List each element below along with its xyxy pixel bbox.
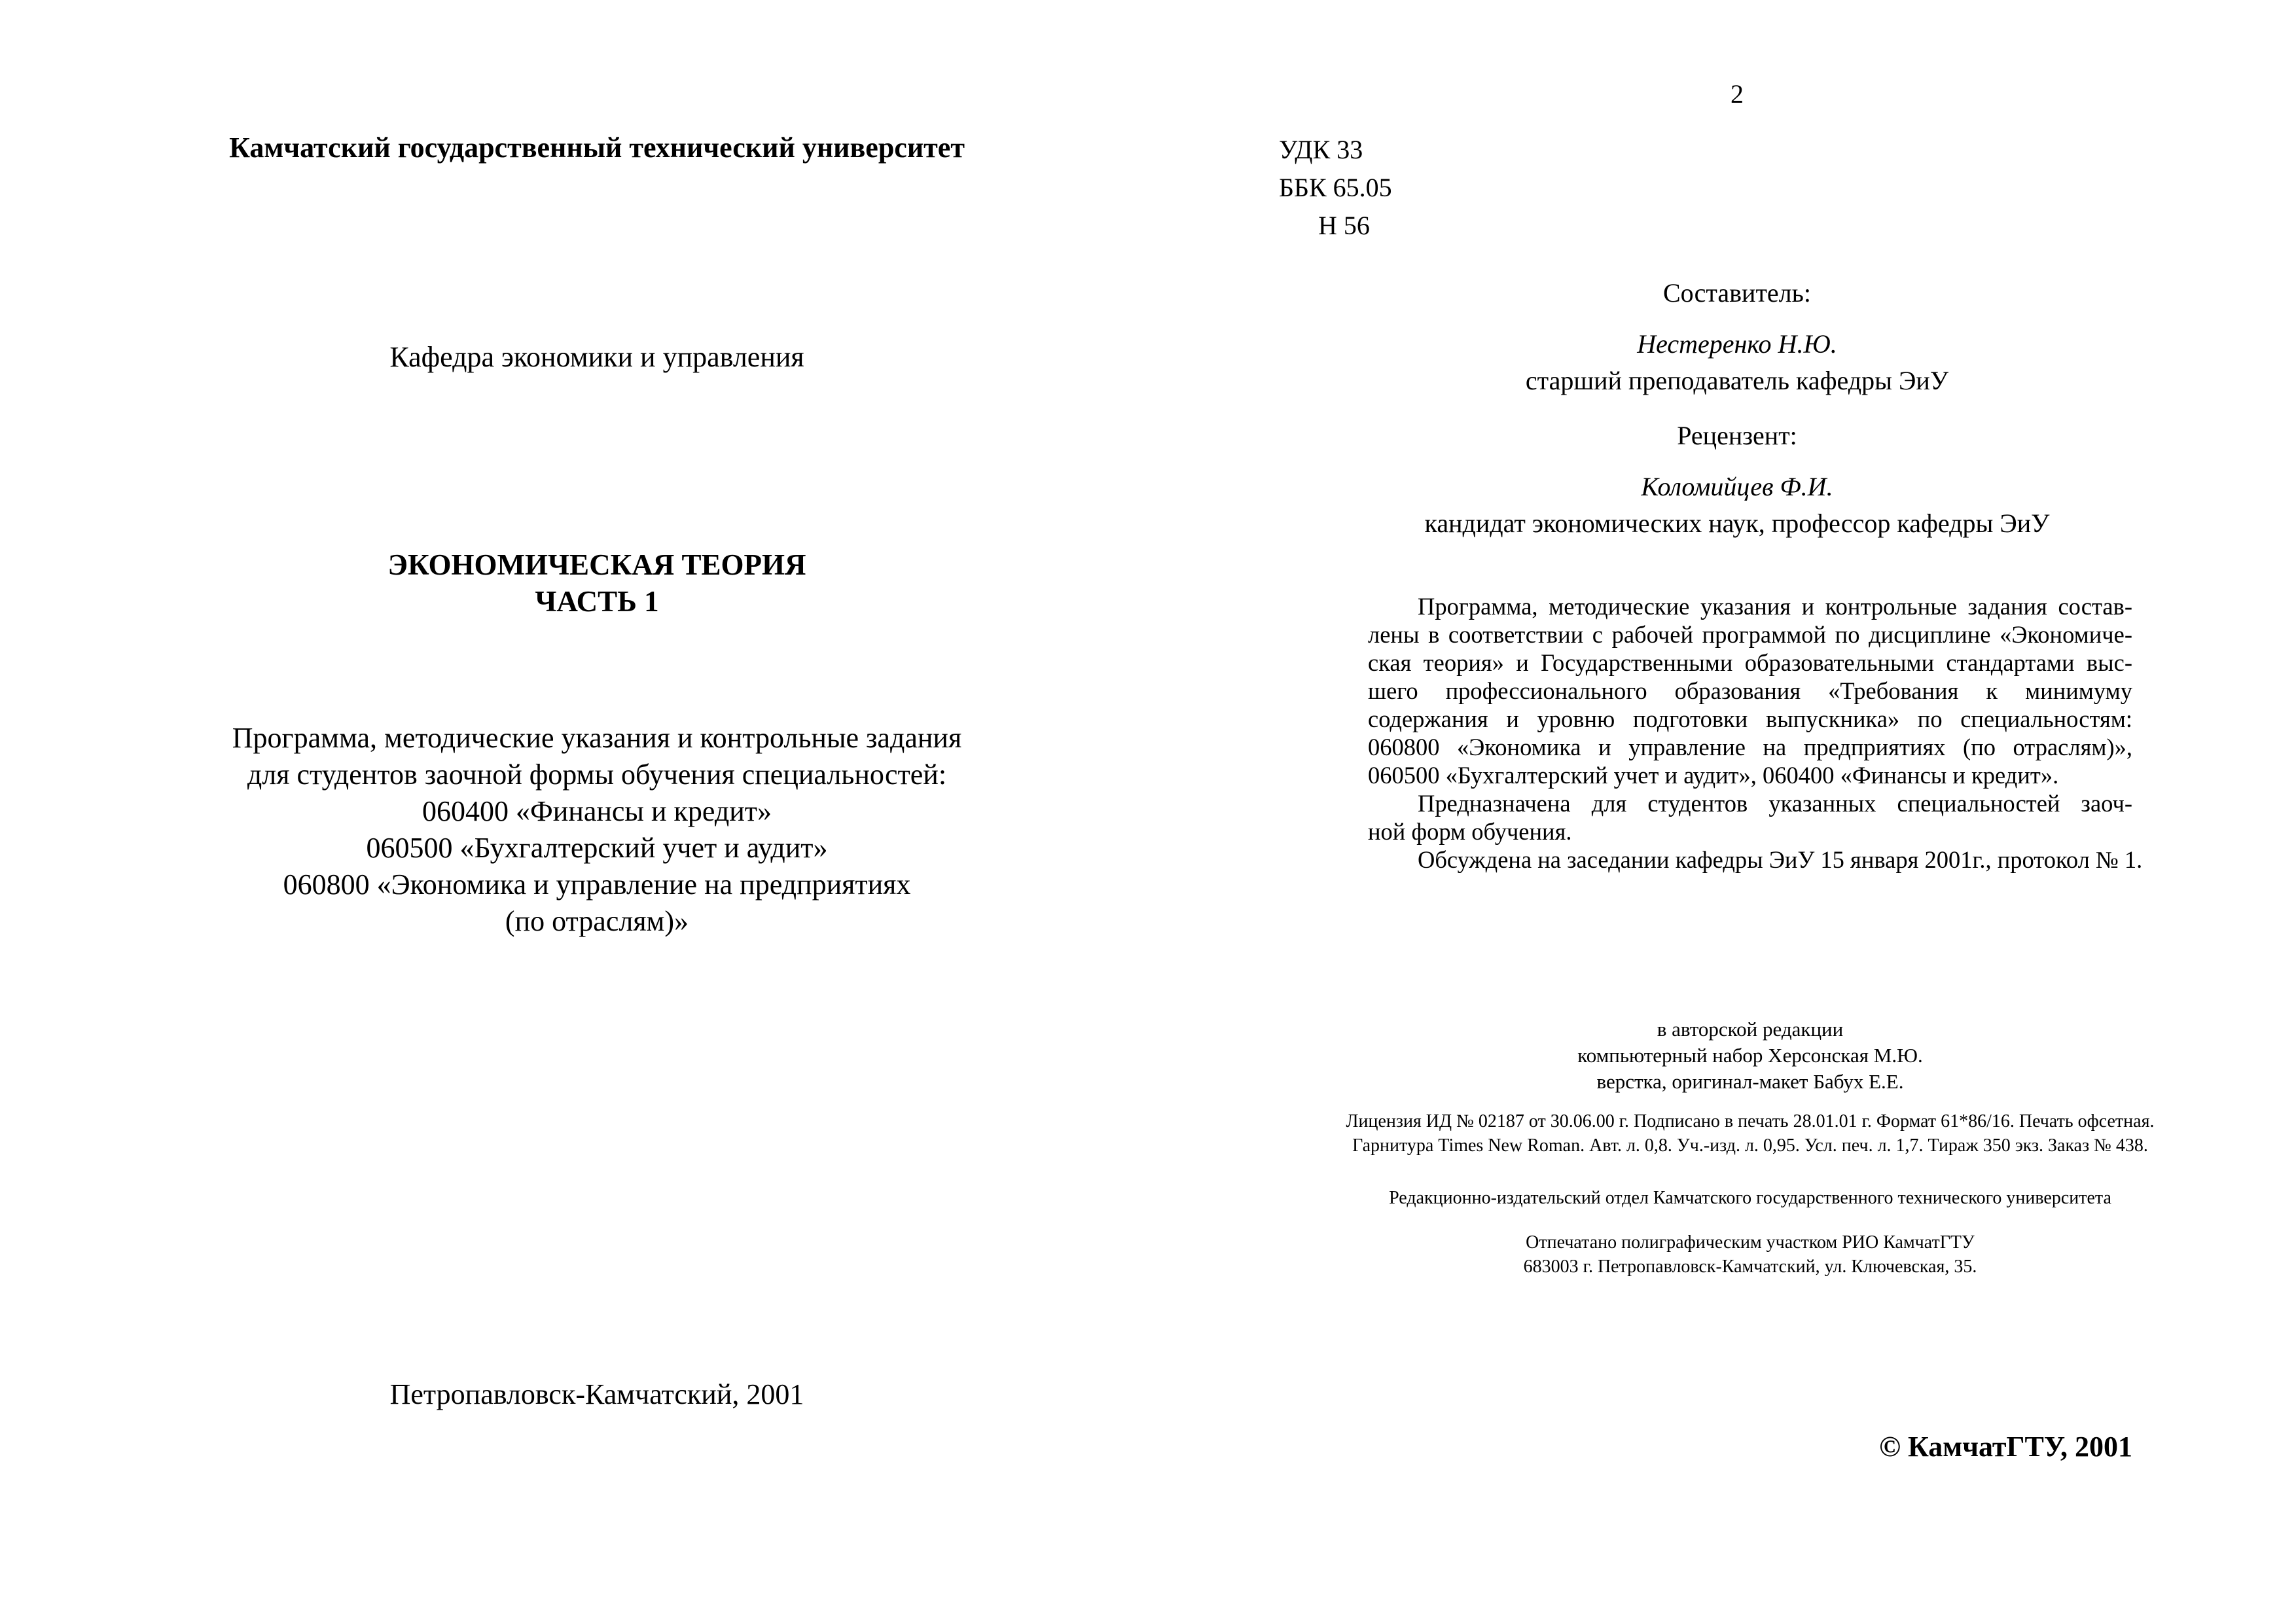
description-line: (по отраслям)» bbox=[505, 905, 689, 937]
license-line: Гарнитура Times New Roman. Авт. л. 0,8. Уч.-изд. л. 0,95. Усл. печ. л. 1,7. Тираж 350 экз. Заказ № 438. bbox=[1352, 1135, 2148, 1156]
reviewer-label: Рецензент: bbox=[1677, 421, 1797, 450]
publisher-department: Редакционно-издательский отдел Камчатского государственного технического университета bbox=[1389, 1188, 2111, 1208]
annotation-line: содержания и уровню подготовки выпускника» по специальностям: bbox=[1368, 705, 2132, 732]
reviewer-position: кандидат экономических наук, профессор кафедры ЭиУ bbox=[1424, 508, 2050, 538]
annotation-line: Программа, методические указания и контрольные задания состав- bbox=[1418, 593, 2132, 620]
department-name: Кафедра экономики и управления bbox=[389, 341, 804, 373]
compiler-position: старший преподаватель кафедры ЭиУ bbox=[1525, 366, 1949, 395]
imprint-page bbox=[1148, 0, 2296, 1623]
annotation-line: шего профессионального образования «Требования к минимуму bbox=[1368, 677, 2132, 704]
document-title bbox=[204, 546, 990, 620]
editors-line: компьютерный набор Херсонская М.Ю. bbox=[1577, 1044, 1923, 1067]
annotation-line: лены в соответствии с рабочей программой по дисциплине «Экономиче- bbox=[1368, 621, 2132, 648]
description-line: 060800 «Экономика и управление на предприятиях bbox=[283, 868, 911, 901]
printing-block bbox=[1312, 1230, 2189, 1279]
description-line: 060400 «Финансы и кредит» bbox=[422, 795, 772, 827]
annotation-line: Обсуждена на заседании кафедры ЭиУ 15 января 2001г., протокол № 1. bbox=[1418, 846, 2143, 873]
description-line: Программа, методические указания и контрольные задания bbox=[232, 722, 962, 754]
annotation-line: ной форм обучения. bbox=[1368, 818, 1572, 845]
classification-codes bbox=[1279, 131, 1392, 245]
city-year: Петропавловск-Камчатский, 2001 bbox=[389, 1378, 804, 1410]
udk-code: УДК 33 bbox=[1279, 135, 1363, 164]
annotation-line: ская теория» и Государственными образовательными стандартами выс- bbox=[1368, 649, 2132, 676]
reviewer-name: Коломийцев Ф.И. bbox=[1641, 472, 1833, 501]
printing-line: 683003 г. Петропавловск-Камчатский, ул. Ключевская, 35. bbox=[1523, 1257, 1977, 1277]
page-number: 2 bbox=[1731, 79, 1744, 109]
title-line: ЭКОНОМИЧЕСКАЯ ТЕОРИЯ bbox=[387, 548, 806, 581]
editors-line: в авторской редакции bbox=[1657, 1018, 1844, 1041]
university-name: Камчатский государственный технический университет bbox=[229, 132, 965, 164]
license-block bbox=[1312, 1109, 2189, 1158]
annotation-line: 060500 «Бухгалтерский учет и аудит», 060400 «Финансы и кредит». bbox=[1368, 762, 2059, 789]
subtitle-line: ЧАСТЬ 1 bbox=[535, 585, 659, 618]
annotation-line: Предназначена для студентов указанных специальностей заоч- bbox=[1418, 790, 2132, 817]
bbk-code: ББК 65.05 bbox=[1279, 173, 1392, 202]
author-mark: Н 56 bbox=[1318, 211, 1370, 240]
editors-line: верстка, оригинал-макет Бабух Е.Е. bbox=[1596, 1070, 1904, 1093]
license-line: Лицензия ИД № 02187 от 30.06.00 г. Подписано в печать 28.01.01 г. Формат 61*86/16. Печать офсетная. bbox=[1346, 1111, 2155, 1132]
annotation-paragraph bbox=[1368, 592, 2143, 874]
printing-line: Отпечатано полиграфическим участком РИО КамчатГТУ bbox=[1526, 1232, 1975, 1253]
document-description bbox=[204, 720, 990, 940]
editors-block bbox=[1368, 1016, 2132, 1095]
description-line: для студентов заочной формы обучения специальностей: bbox=[247, 758, 947, 791]
annotation-line: 060800 «Экономика и управление на предприятиях (по отраслям)», bbox=[1368, 734, 2132, 760]
compiler-block bbox=[1312, 275, 2162, 399]
copyright-notice: © КамчатГТУ, 2001 bbox=[1879, 1431, 2132, 1463]
description-line: 060500 «Бухгалтерский учет и аудит» bbox=[366, 832, 828, 864]
reviewer-block bbox=[1312, 418, 2162, 542]
compiler-name: Нестеренко Н.Ю. bbox=[1637, 329, 1837, 359]
compiler-label: Составитель: bbox=[1663, 278, 1811, 308]
